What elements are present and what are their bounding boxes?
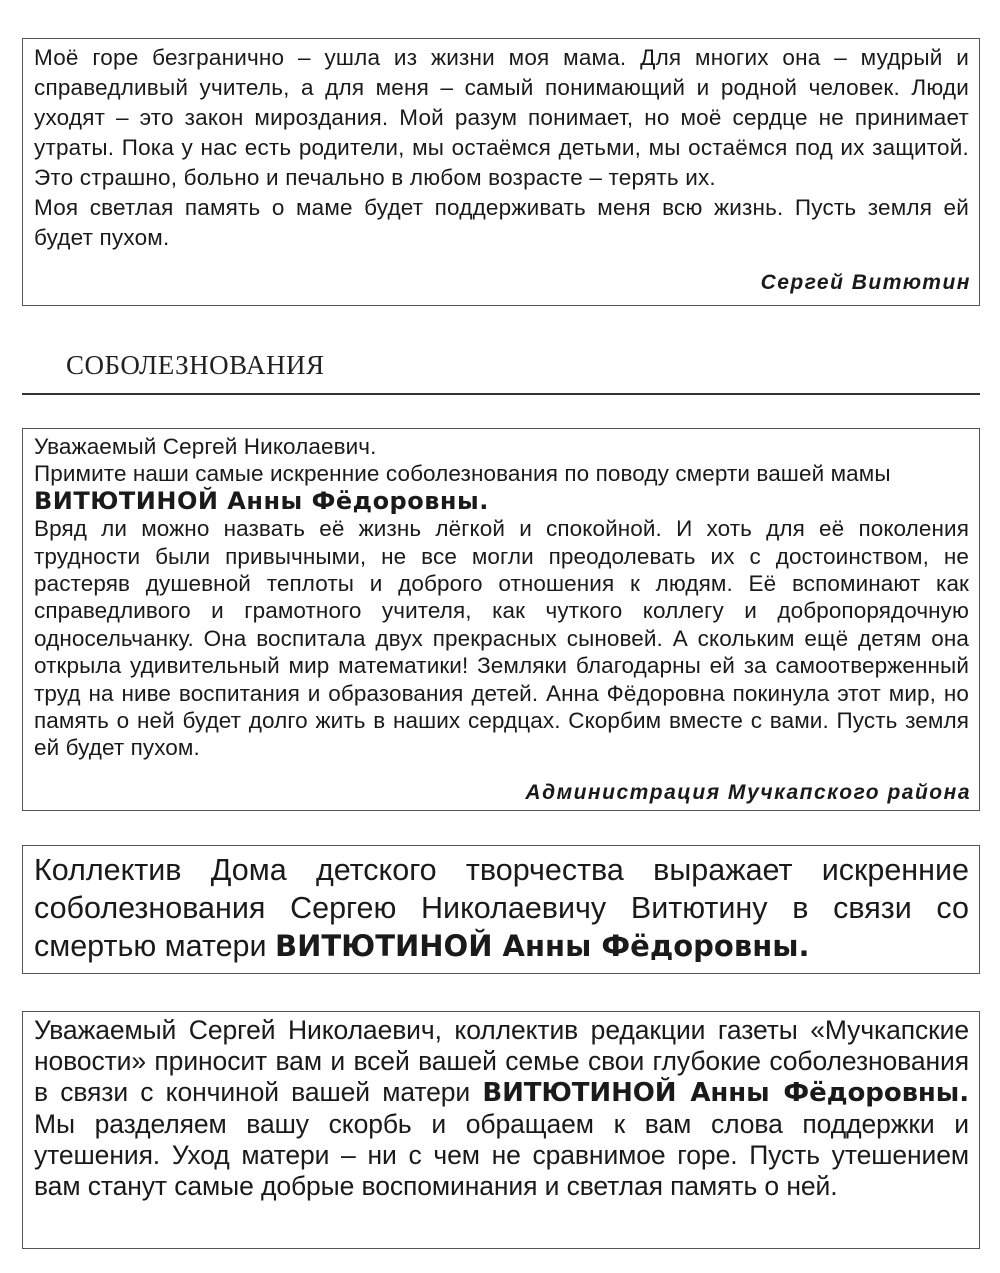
administration-greeting: Уважаемый Сергей Николаевич. bbox=[34, 434, 377, 459]
administration-intro bbox=[34, 460, 969, 515]
administration-signature: Администрация Мучкапского района bbox=[525, 781, 971, 804]
deceased-name: ВИТЮТИНОЙ Анны Фёдоровны. bbox=[482, 1078, 969, 1108]
editorial-text-part-2: Мы разделяем вашу скорбь и обращаем к вам слова поддержки и утешения. Уход матери – ни с чем не сравнимое горе. Пусть утешением вам станут самые добрые воспоминания и светлая память о ней. bbox=[34, 1109, 969, 1201]
section-heading: СОБОЛЕЗНОВАНИЯ bbox=[66, 350, 325, 380]
administration-body: Вряд ли можно назвать её жизнь лёгкой и спокойной. И хоть для её поколения трудности были привычными, не все могли преодолевать их с достоинством, не растеряв душевной теплоты и доброго отношения к людям. Её вспоминают как справедливого и грамотного учителя, как чуткого коллегу и добропорядочную односельчанку. Она воспитала двух прекрасных сыновей. А скольким ещё детям она открыла удивительный мир математики! Земляки благодарны ей за самоотверженный труд на ниве воспитания и образования детей. Анна Фёдоровна покинула этот мир, но память о ней будет долго жить в наших сердцах. Скорбим вместе с вами. Пусть земля ей будет пухом. bbox=[34, 516, 969, 761]
editorial-condolence-box bbox=[22, 1011, 980, 1249]
personal-condolence-text bbox=[34, 43, 969, 253]
administration-condolence-box bbox=[22, 428, 980, 811]
section-divider bbox=[22, 393, 980, 395]
deceased-name: ВИТЮТИНОЙ Анны Фёдоровны. bbox=[34, 486, 489, 515]
personal-condolence-signature: Сергей Витютин bbox=[760, 271, 971, 294]
creativity-house-text: Коллектив Дома детского творчества выражает искренние соболезнования Сергею Николаевичу Витютину в связи со смертью матери bbox=[34, 853, 969, 963]
deceased-name: ВИТЮТИНОЙ Анны Фёдоровны. bbox=[275, 929, 810, 963]
editorial-text-part-1: Уважаемый Сергей Николаевич, коллектив редакции газеты «Мучкапские новости» приносит вам и всей вашей семье свои глубокие соболезнования в связи с кончиной вашей матери bbox=[34, 1015, 969, 1107]
creativity-house-condolence-text bbox=[34, 851, 969, 965]
editorial-condolence-text bbox=[34, 1015, 969, 1202]
personal-condolence-box bbox=[22, 38, 980, 306]
administration-intro-text: Примите наши самые искренние соболезнования по поводу смерти вашей мамы bbox=[34, 461, 891, 487]
personal-condolence-paragraph-2: Моя светлая память о маме будет поддерживать меня всю жизнь. Пусть земля ей будет пухом. bbox=[34, 195, 969, 250]
creativity-house-condolence-box bbox=[22, 845, 980, 974]
personal-condolence-paragraph-1: Моё горе безгранично – ушла из жизни моя мама. Для многих она – мудрый и справедливый учитель, а для меня – самый понимающий и родной человек. Люди уходят – это закон мироздания. Мой разум понимает, но моё сердце не принимает утраты. Пока у нас есть родители, мы остаёмся детьми, мы остаёмся под их защитой. Это страшно, больно и печально в любом возрасте – терять их. bbox=[34, 45, 969, 190]
administration-condolence-text bbox=[34, 433, 969, 762]
